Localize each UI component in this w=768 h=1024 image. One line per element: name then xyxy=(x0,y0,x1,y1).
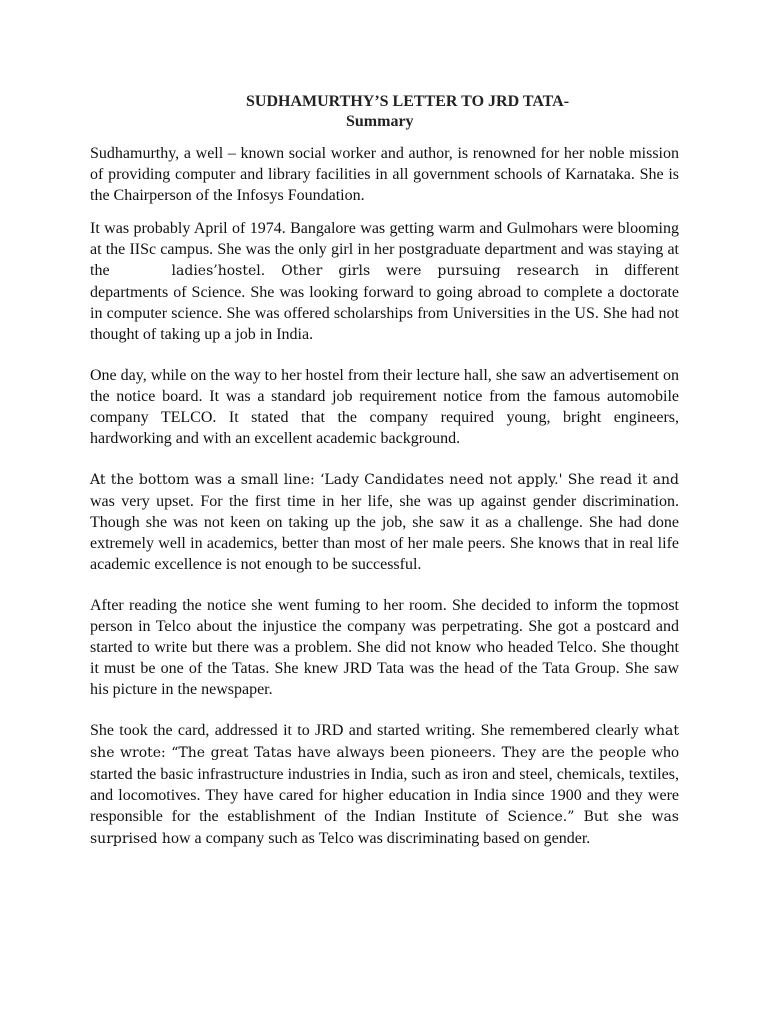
paragraph-april-1974-part-1: It was probably April of 1974. Bangalore was getting warm and Gulmohars were blooming at the IISc campus. She was the only girl in her postgraduate department and was staying at the xyxy=(90,220,679,279)
paragraph-notice-board: One day, while on the way to her hostel from their lecture hall, she saw an advertisement on the notice board. It was a standard job requirement notice from the famous automobile company TELCO. It stated that the company required young, bright engineers, hardworking and with an excellent academic background. xyxy=(90,367,679,447)
paragraph-april-1974-part-2: ladies’hostel. Other girls were pursuing research in xyxy=(171,263,609,279)
paragraph-letter-part-4: Science.” But she was surprised h xyxy=(90,809,679,847)
paragraph-april-1974-part-3: different departments of Science. She was looking forward to going abroad to complete a doctorate in computer science. She was offered scholarships from Universities in the US. She had not thought of taking up a job in India. xyxy=(90,262,679,343)
paragraph-lady-candidates-part-1: At the bottom was a small line: ‘Lady Candidates need not apply.' She read it and xyxy=(90,472,679,488)
paragraph-letter xyxy=(90,720,679,850)
paragraph-lady-candidates-part-2: was very upset. For the first time in her life, she was up against gender discrimination. Though she was not keen on taking up the job, she saw it as a challenge. She had done extremely well in academics, better than most of her male peers. She knows that in real life academic excellence is not enough to be successful. xyxy=(90,493,679,573)
paragraph-intro: Sudhamurthy, a well – known social worker and author, is renowned for her noble mission of providing computer and library facilities in all government schools of Karnataka. She is the Chairperson of the Infosys Foundation. xyxy=(90,145,679,204)
paragraph-letter-part-1: She took the card, addressed it to JRD and started writing. She remembered clearly xyxy=(90,722,639,739)
paragraph-april-1974 xyxy=(90,218,679,345)
title-line-1: SUDHAMURTHY’S LETTER TO JRD TATA- xyxy=(246,93,570,110)
page-title xyxy=(90,92,679,132)
paragraph-letter-part-5: ow a company such as Telco was discriminating based on gender. xyxy=(170,830,591,847)
paragraph-letter-part-2: what she wrote: “The great Tatas have always been pioneers. They are the people xyxy=(90,723,680,761)
paragraph-letter-part-3: who started the basic infrastructure industries in India, such as iron and steel, chemicals, textiles, and locomotives. They have cared for higher education in India since 1900 and they were responsible for the establishment of the Indian Institute of xyxy=(90,744,679,825)
paragraph-lady-candidates xyxy=(90,469,679,575)
paragraph-fuming: After reading the notice she went fuming to her room. She decided to inform the topmost person in Telco about the injustice the company was perpetrating. She got a postcard and started to write but there was a problem. She did not know who headed Telco. She thought it must be one of the Tatas. She knew JRD Tata was the head of the Tata Group. She saw his picture in the newspaper. xyxy=(90,597,679,698)
title-line-2: Summary xyxy=(346,113,414,130)
